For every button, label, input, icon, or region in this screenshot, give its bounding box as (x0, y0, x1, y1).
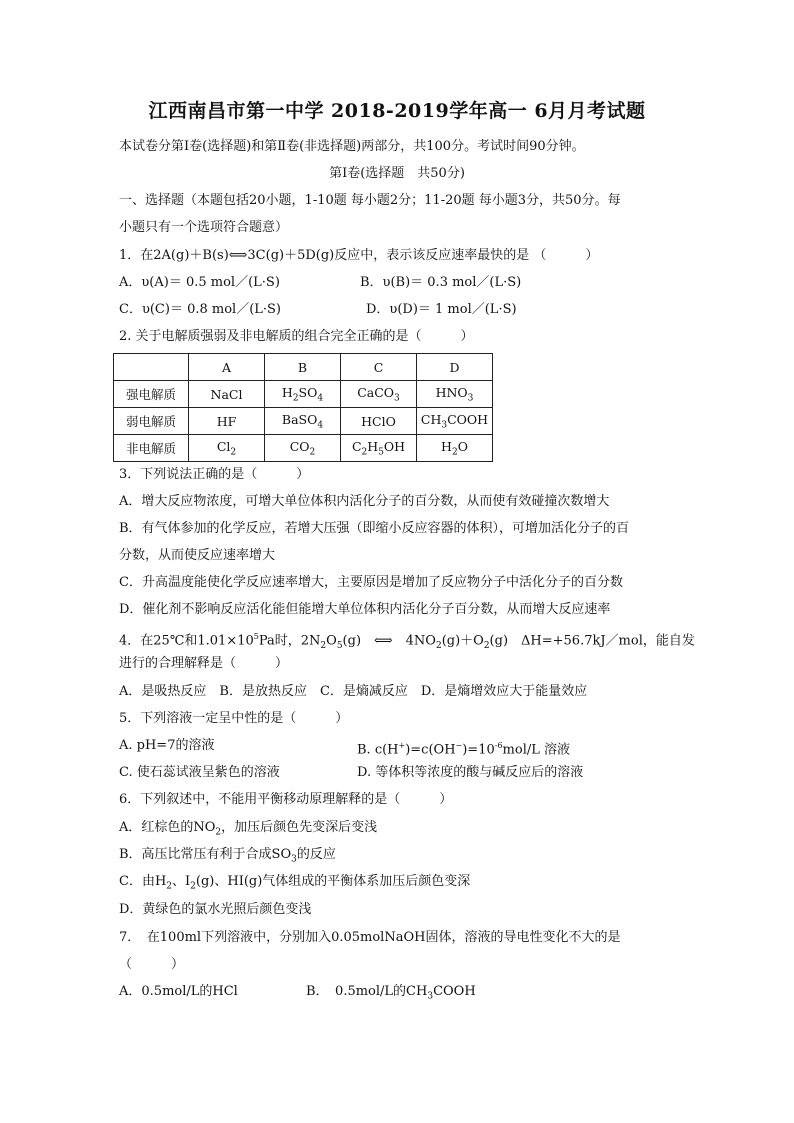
q2-stem: 2. 关于电解质强弱及非电解质的组合完全正确的是（ ） (119, 329, 474, 344)
table-cell: NaCl (189, 381, 265, 408)
q5-stem: 5．下列溶液一定呈中性的是（ ） (119, 711, 349, 726)
table-cell: $CO_2$ (265, 435, 341, 462)
q3-option-a: A．增大反应物浓度，可增大单位体积内活化分子的百分数，从而使有效碰撞次数增大 (119, 494, 610, 509)
table-corner-cell (114, 354, 189, 381)
q3-stem: 3．下列说法正确的是（ ） (119, 467, 310, 482)
q5-option-d: D. 等体积等浓度的酸与碱反应后的溶液 (357, 765, 584, 780)
q4-stem: 4．在25℃和$1.01\times 10^5Pa$时，$2N_2O_5(g)$ ⟺ $4NO_2(g)+O_2(g)$ ΔH=+56.7kJ／mol，能自发 (119, 632, 695, 651)
part1-heading: 第Ⅰ卷(选择题 共50分) (329, 166, 465, 181)
section1-instructions-cont: 小题只有一个选项符合题意） (119, 220, 289, 235)
page-title: 江西南昌市第一中学 2018-2019学年高一 6月月考试题 (148, 100, 646, 122)
q6-option-b: B．高压比常压有利于合成$SO_3$的反应 (119, 847, 336, 865)
table-cell: HClO (341, 408, 417, 435)
table-cell: $CH_3COOH$ (417, 408, 493, 435)
q1-stem: 1．在2A(g)＋B(s)⟺3C(g)＋5D(g)反应中，表示该反应速率最快的是 （ ） (119, 248, 599, 263)
section1-instructions: 一、选择题（本题包括20小题，1-10题 每小题2分；11-20题 每小题3分，共50分。每 (119, 193, 621, 208)
table-header-d: D (417, 354, 493, 381)
q1-option-a: A．υ(A)＝ 0.5 mol／(L·S) (119, 275, 280, 290)
table-header-a: A (189, 354, 265, 381)
table-cell: $H_2SO_4$ (265, 381, 341, 408)
q6-stem: 6．下列叙述中，不能用平衡移动原理解释的是（ ） (119, 792, 453, 807)
table-cell: CaCO$_3$ (341, 381, 417, 408)
q3-option-b-cont: 分数，从而使反应速率增大 (119, 548, 276, 563)
q7-answer-paren: （ ） (119, 957, 185, 972)
q7-option-a: A．0.5mol/L的HCl (119, 984, 238, 999)
table-cell: $H_2O$ (417, 435, 493, 462)
q4-options: A．是吸热反应 B．是放热反应 C．是熵减反应 D．是熵增效应大于能量效应 (119, 684, 588, 699)
q5-option-c: C. 使石蕊试液呈紫色的溶液 (119, 765, 280, 780)
table-row (114, 408, 493, 435)
exam-intro: 本试卷分第Ⅰ卷(选择题)和第Ⅱ卷(非选择题)两部分，共100分。考试时间90分钟。 (119, 139, 585, 154)
q7-option-b: B． 0.5mol/L的$CH_3COOH$ (306, 984, 476, 1002)
q5-option-a: A. pH=7的溶液 (119, 738, 215, 753)
q3-option-c: C．升高温度能使化学反应速率增大，主要原因是增加了反应物分子中活化分子的百分数 (119, 575, 623, 590)
q4-stem-cont: 进行的合理解释是（ ） (119, 656, 289, 671)
q6-option-a: A．红棕色的$NO_2$，加压后颜色先变深后变浅 (119, 820, 378, 838)
table-cell: $HNO_3$ (417, 381, 493, 408)
row-label-non: 非电解质 (114, 435, 189, 462)
table-header-c: C (341, 354, 417, 381)
table-cell: BaSO$_4$ (265, 408, 341, 435)
q1-option-d: D．υ(D)＝ 1 mol／(L·S) (366, 302, 517, 317)
q7-stem: 7． 在100ml下列溶液中，分别加入0.05molNaOH固体，溶液的导电性变化不大的是 (119, 930, 621, 945)
row-label-weak: 弱电解质 (114, 408, 189, 435)
electrolyte-table (113, 353, 493, 462)
q3-option-b: B．有气体参加的化学反应，若增大压强（即缩小反应容器的体积），可增加活化分子的百 (119, 521, 630, 536)
q6-option-c: C．由$H_2$、$I_2(g)$、HI(g)气体组成的平衡体系加压后颜色变深 (119, 874, 471, 892)
q1-option-c: C．υ(C)＝ 0.8 mol／(L·S) (119, 302, 282, 317)
q5-option-b: B. $c(H^+)=c(OH^-)=10^{-6}mol/L$ 溶液 (357, 741, 571, 758)
table-cell: $C_2H_5OH$ (341, 435, 417, 462)
table-cell: HF (189, 408, 265, 435)
table-header-b: B (265, 354, 341, 381)
table-row (114, 381, 493, 408)
q1-option-b: B．υ(B)＝ 0.3 mol／(L·S) (360, 275, 522, 290)
table-cell: $Cl_2$ (189, 435, 265, 462)
row-label-strong: 强电解质 (114, 381, 189, 408)
table-header-row (114, 354, 493, 381)
q3-option-d: D．催化剂不影响反应活化能但能增大单位体积内活化分子百分数，从而增大反应速率 (119, 602, 611, 617)
q6-option-d: D．黄绿色的氯水光照后颜色变浅 (119, 902, 312, 917)
table-row (114, 435, 493, 462)
